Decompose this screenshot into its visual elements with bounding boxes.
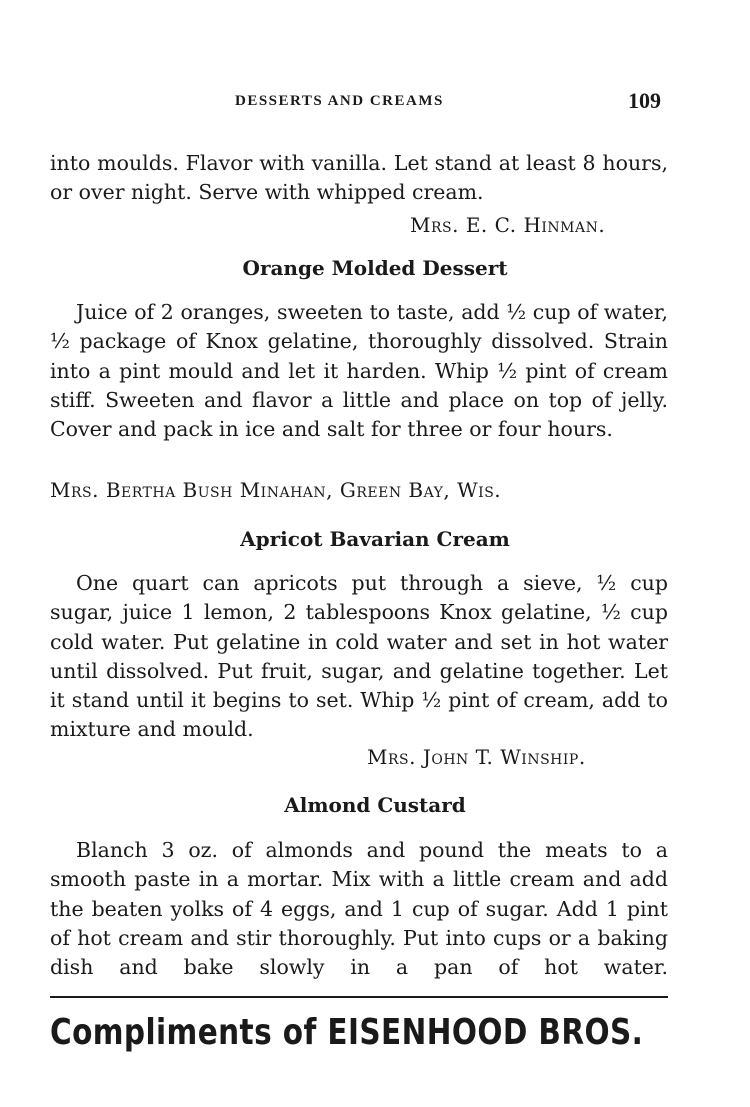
continuation-text: into moulds. Flavor with vanilla. Let stand at least 8 hours, or over night. Serve with whipped cream. bbox=[50, 151, 668, 205]
recipe-body-apricot-bavarian-cream: One quart can apricots put through a sieve, ½ cup sugar, juice 1 lemon, 2 tablespoons Knox gelatine, ½ cup cold water. Put gelatine in cold water and set in hot water until dissolved. Put fruit, sugar, and gelatine together. Let it stand until it begins to set. Whip ½ pint of cream, add to mixture and mould. bbox=[50, 571, 668, 742]
recipe-attribution-orange-molded-dessert: Mrs. Bertha Bush Minahan, Green Bay, Wis. bbox=[50, 478, 502, 502]
recipe-body-orange-molded-dessert: Juice of 2 oranges, sweeten to taste, add ½ cup of water, ½ package of Knox gelatine, thoroughly dissolved. Strain into a pint mould and let it harden. Whip ½ pint of cream stiff. Sweeten and flavor a little and place on top of jelly. Cover and pack in ice and salt for three or four hours. bbox=[50, 300, 668, 442]
recipe-title-apricot-bavarian-cream: Apricot Bavarian Cream bbox=[240, 527, 510, 551]
page-number: 109 bbox=[628, 88, 661, 113]
recipe-attribution-apricot-bavarian-cream: Mrs. John T. Winship. bbox=[367, 745, 586, 769]
recipe-title-orange-molded-dessert: Orange Molded Dessert bbox=[242, 256, 508, 280]
running-head: DESSERTS AND CREAMS bbox=[235, 93, 444, 109]
continuation-attribution: Mrs. E. C. Hinman. bbox=[410, 213, 606, 237]
recipe-title-almond-custard: Almond Custard bbox=[284, 793, 466, 817]
recipe-body-almond-custard: Blanch 3 oz. of almonds and pound the meats to a smooth paste in a mortar. Mix with a little cream and add the beaten yolks of 4 eggs, and 1 cup of sugar. Add 1 pint of hot cream and stir thoroughly. Put into cups or a baking dish and bake slowly in a pan of hot water. bbox=[50, 838, 668, 980]
footer-advertisement: Compliments of EISENHOOD BROS. bbox=[50, 1012, 644, 1053]
footer-divider bbox=[50, 996, 668, 998]
